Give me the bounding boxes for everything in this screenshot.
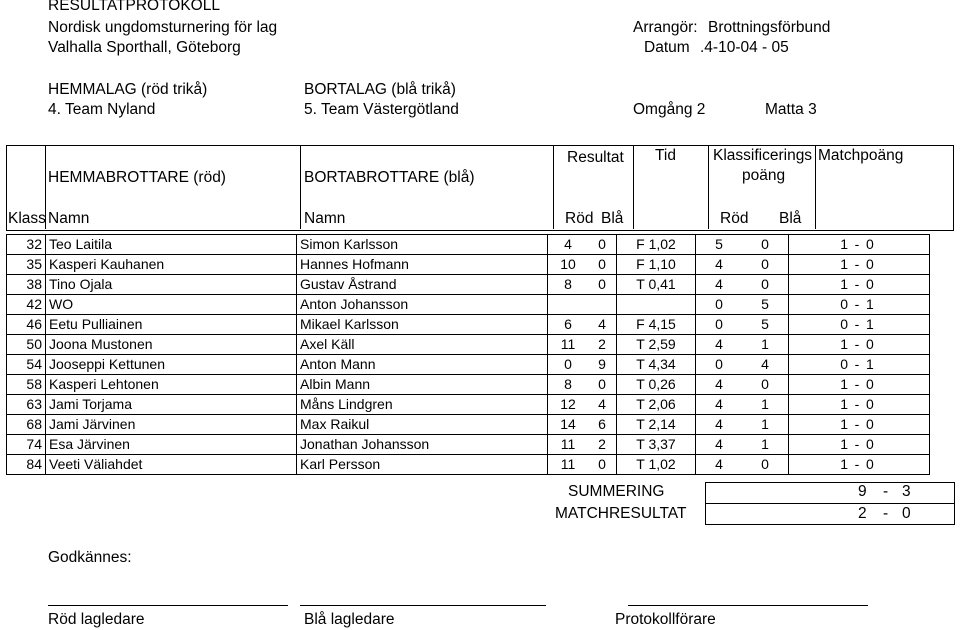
row-klass: 74 bbox=[7, 435, 46, 455]
row-match-red: 0 bbox=[789, 315, 849, 335]
row-match-sep: - bbox=[848, 255, 866, 275]
row-red-score: 11 bbox=[548, 435, 589, 455]
row-class-blue: 5 bbox=[742, 295, 789, 315]
summering-red: 9 bbox=[858, 483, 867, 500]
row-match-red: 0 bbox=[789, 295, 849, 315]
table-row bbox=[7, 315, 930, 335]
match-result-blue: 0 bbox=[902, 505, 911, 522]
home-team-label: HEMMALAG (röd trikå) bbox=[48, 81, 208, 98]
row-red-score: 12 bbox=[548, 395, 589, 415]
row-match-blue: 1 bbox=[866, 295, 930, 315]
row-klass: 68 bbox=[7, 415, 46, 435]
row-home-name: Jooseppi Kettunen bbox=[46, 355, 297, 375]
row-klass: 46 bbox=[7, 315, 46, 335]
match-result-label: MATCHRESULTAT bbox=[555, 505, 687, 522]
signature-line-blue bbox=[300, 605, 546, 606]
row-away-name: Måns Lindgren bbox=[297, 395, 548, 415]
away-team-name: 5. Team Västergötland bbox=[304, 101, 459, 118]
row-class-red: 4 bbox=[696, 255, 743, 275]
row-match-sep: - bbox=[848, 455, 866, 475]
row-home-name: Teo Laitila bbox=[46, 235, 297, 255]
row-away-name: Karl Persson bbox=[297, 455, 548, 475]
row-red-score: 6 bbox=[548, 315, 589, 335]
row-blue-score: 0 bbox=[588, 235, 617, 255]
row-class-red: 0 bbox=[696, 315, 743, 335]
row-away-name: Max Raikul bbox=[297, 415, 548, 435]
row-klass: 35 bbox=[7, 255, 46, 275]
row-class-red: 4 bbox=[696, 335, 743, 355]
row-match-blue: 0 bbox=[866, 375, 930, 395]
row-class-red: 4 bbox=[696, 395, 743, 415]
match-result-red: 2 bbox=[858, 505, 867, 522]
col-bla: Blå bbox=[601, 210, 624, 227]
approved-label: Godkännes: bbox=[48, 549, 132, 566]
col-rod-klass: Röd bbox=[720, 210, 749, 227]
row-home-name: Joona Mustonen bbox=[46, 335, 297, 355]
col-matchpoang: Matchpoäng bbox=[818, 147, 904, 164]
row-match-blue: 0 bbox=[866, 275, 930, 295]
row-match-blue: 0 bbox=[866, 235, 930, 255]
row-match-sep: - bbox=[848, 355, 866, 375]
row-match-sep: - bbox=[848, 295, 866, 315]
row-class-blue: 1 bbox=[742, 395, 789, 415]
col-borta: BORTABROTTARE (blå) bbox=[304, 169, 475, 186]
row-blue-score: 2 bbox=[588, 435, 617, 455]
table-row bbox=[7, 275, 930, 295]
row-blue-score: 4 bbox=[588, 315, 617, 335]
summering-blue: 3 bbox=[902, 483, 911, 500]
row-time: T 2,59 bbox=[617, 335, 696, 355]
row-klass: 42 bbox=[7, 295, 46, 315]
row-match-blue: 0 bbox=[866, 255, 930, 275]
row-time: T 1,02 bbox=[617, 455, 696, 475]
row-time: F 1,10 bbox=[617, 255, 696, 275]
row-klass: 50 bbox=[7, 335, 46, 355]
row-klass: 32 bbox=[7, 235, 46, 255]
row-match-sep: - bbox=[848, 235, 866, 255]
row-class-blue: 1 bbox=[742, 435, 789, 455]
col-hemma: HEMMABROTTARE (röd) bbox=[48, 169, 226, 186]
row-match-sep: - bbox=[848, 375, 866, 395]
row-class-red: 4 bbox=[696, 455, 743, 475]
col-klass: Klass bbox=[8, 210, 46, 227]
row-away-name: Jonathan Johansson bbox=[297, 435, 548, 455]
row-class-red: 0 bbox=[696, 355, 743, 375]
row-away-name: Hannes Hofmann bbox=[297, 255, 548, 275]
table-row bbox=[7, 455, 930, 475]
divider bbox=[553, 145, 554, 229]
row-match-sep: - bbox=[848, 395, 866, 415]
summering-label: SUMMERING bbox=[568, 483, 665, 500]
row-blue-score: 0 bbox=[588, 455, 617, 475]
row-match-red: 1 bbox=[789, 455, 849, 475]
match-result-sep: - bbox=[883, 505, 889, 522]
row-away-name: Gustav Åstrand bbox=[297, 275, 548, 295]
row-home-name: Jami Järvinen bbox=[46, 415, 297, 435]
row-class-blue: 1 bbox=[742, 335, 789, 355]
row-match-blue: 0 bbox=[866, 415, 930, 435]
results-table bbox=[6, 234, 930, 475]
row-time: T 3,37 bbox=[617, 435, 696, 455]
row-time: T 4,34 bbox=[617, 355, 696, 375]
row-match-red: 1 bbox=[789, 415, 849, 435]
red-leader-label: Röd lagledare bbox=[48, 611, 145, 628]
row-time: T 2,14 bbox=[617, 415, 696, 435]
row-blue-score: 9 bbox=[588, 355, 617, 375]
row-match-sep: - bbox=[848, 275, 866, 295]
row-klass: 38 bbox=[7, 275, 46, 295]
row-home-name: Veeti Väliahdet bbox=[46, 455, 297, 475]
recorder-label: Protokollförare bbox=[615, 611, 716, 628]
signature-line-recorder bbox=[628, 605, 868, 606]
row-time: F 1,02 bbox=[617, 235, 696, 255]
row-home-name: Kasperi Lehtonen bbox=[46, 375, 297, 395]
row-home-name: WO bbox=[46, 295, 297, 315]
date-label: Datum bbox=[644, 39, 690, 56]
table-row bbox=[7, 295, 930, 315]
row-class-blue: 0 bbox=[742, 275, 789, 295]
col-tid: Tid bbox=[655, 147, 676, 164]
row-klass: 84 bbox=[7, 455, 46, 475]
divider bbox=[708, 145, 709, 229]
row-match-red: 1 bbox=[789, 375, 849, 395]
row-match-sep: - bbox=[848, 415, 866, 435]
divider bbox=[633, 145, 634, 229]
summering-sep: - bbox=[883, 483, 889, 500]
table-row bbox=[7, 415, 930, 435]
row-time bbox=[617, 295, 696, 315]
row-class-blue: 4 bbox=[742, 355, 789, 375]
row-blue-score: 4 bbox=[588, 395, 617, 415]
row-away-name: Albin Mann bbox=[297, 375, 548, 395]
row-blue-score: 0 bbox=[588, 255, 617, 275]
organizer-value: Brottningsförbund bbox=[708, 19, 831, 36]
col-klass-line1: Klassificerings bbox=[713, 147, 813, 164]
row-red-score: 4 bbox=[548, 235, 589, 255]
document-title: RESULTATPROTOKOLL bbox=[48, 0, 220, 14]
table-row bbox=[7, 355, 930, 375]
row-match-red: 0 bbox=[789, 355, 849, 375]
row-match-blue: 0 bbox=[866, 435, 930, 455]
row-red-score: 10 bbox=[548, 255, 589, 275]
row-match-sep: - bbox=[848, 315, 866, 335]
row-blue-score: 0 bbox=[588, 275, 617, 295]
row-class-red: 4 bbox=[696, 415, 743, 435]
row-red-score: 8 bbox=[548, 375, 589, 395]
row-match-red: 1 bbox=[789, 235, 849, 255]
blue-leader-label: Blå lagledare bbox=[304, 611, 395, 628]
row-klass: 63 bbox=[7, 395, 46, 415]
row-match-sep: - bbox=[848, 335, 866, 355]
summering-box bbox=[705, 482, 955, 504]
table-row bbox=[7, 375, 930, 395]
row-class-red: 5 bbox=[696, 235, 743, 255]
divider bbox=[300, 145, 301, 229]
match-result-box bbox=[705, 503, 955, 525]
row-home-name: Esa Järvinen bbox=[46, 435, 297, 455]
row-blue-score: 2 bbox=[588, 335, 617, 355]
row-away-name: Simon Karlsson bbox=[297, 235, 548, 255]
row-class-blue: 1 bbox=[742, 415, 789, 435]
row-red-score: 8 bbox=[548, 275, 589, 295]
divider bbox=[815, 145, 816, 229]
col-namn-away: Namn bbox=[304, 210, 346, 227]
row-blue-score bbox=[588, 295, 617, 315]
row-home-name: Tino Ojala bbox=[46, 275, 297, 295]
row-time: F 4,15 bbox=[617, 315, 696, 335]
col-klass-line2: poäng bbox=[742, 167, 786, 184]
table-row bbox=[7, 395, 930, 415]
col-bla-klass: Blå bbox=[779, 210, 802, 227]
row-time: T 0,41 bbox=[617, 275, 696, 295]
row-match-red: 1 bbox=[789, 275, 849, 295]
row-class-blue: 0 bbox=[742, 255, 789, 275]
row-red-score: 11 bbox=[548, 455, 589, 475]
table-row bbox=[7, 435, 930, 455]
round: Omgång 2 bbox=[633, 101, 706, 118]
row-away-name: Anton Johansson bbox=[297, 295, 548, 315]
row-class-red: 4 bbox=[696, 435, 743, 455]
competition-name: Nordisk ungdomsturnering för lag bbox=[48, 19, 278, 36]
row-away-name: Axel Käll bbox=[297, 335, 548, 355]
row-class-blue: 0 bbox=[742, 455, 789, 475]
row-match-red: 1 bbox=[789, 395, 849, 415]
row-blue-score: 0 bbox=[588, 375, 617, 395]
col-resultat: Resultat bbox=[567, 149, 624, 166]
row-red-score bbox=[548, 295, 589, 315]
row-class-red: 0 bbox=[696, 295, 743, 315]
row-klass: 58 bbox=[7, 375, 46, 395]
row-match-blue: 0 bbox=[866, 335, 930, 355]
away-team-label: BORTALAG (blå trikå) bbox=[304, 81, 456, 98]
row-blue-score: 6 bbox=[588, 415, 617, 435]
row-class-blue: 0 bbox=[742, 235, 789, 255]
row-match-red: 1 bbox=[789, 255, 849, 275]
col-namn-home: Namn bbox=[48, 210, 90, 227]
row-time: T 0,26 bbox=[617, 375, 696, 395]
col-rod: Röd bbox=[565, 210, 594, 227]
row-match-blue: 0 bbox=[866, 455, 930, 475]
row-home-name: Jami Torjama bbox=[46, 395, 297, 415]
row-match-blue: 1 bbox=[866, 315, 930, 335]
table-row bbox=[7, 335, 930, 355]
date-value: .4-10-04 - 05 bbox=[700, 39, 789, 56]
row-match-sep: - bbox=[848, 435, 866, 455]
row-class-blue: 0 bbox=[742, 375, 789, 395]
row-class-blue: 5 bbox=[742, 315, 789, 335]
row-red-score: 0 bbox=[548, 355, 589, 375]
mat: Matta 3 bbox=[765, 101, 817, 118]
table-row bbox=[7, 235, 930, 255]
row-away-name: Anton Mann bbox=[297, 355, 548, 375]
row-class-red: 4 bbox=[696, 375, 743, 395]
organizer-label: Arrangör: bbox=[633, 19, 698, 36]
row-class-red: 4 bbox=[696, 275, 743, 295]
row-klass: 54 bbox=[7, 355, 46, 375]
home-team-name: 4. Team Nyland bbox=[48, 101, 156, 118]
row-match-red: 1 bbox=[789, 435, 849, 455]
table-row bbox=[7, 255, 930, 275]
row-red-score: 11 bbox=[548, 335, 589, 355]
venue: Valhalla Sporthall, Göteborg bbox=[48, 39, 241, 56]
row-match-blue: 1 bbox=[866, 355, 930, 375]
row-home-name: Eetu Pulliainen bbox=[46, 315, 297, 335]
row-away-name: Mikael Karlsson bbox=[297, 315, 548, 335]
row-match-red: 1 bbox=[789, 335, 849, 355]
row-red-score: 14 bbox=[548, 415, 589, 435]
row-match-blue: 0 bbox=[866, 395, 930, 415]
signature-line-red bbox=[48, 605, 288, 606]
row-home-name: Kasperi Kauhanen bbox=[46, 255, 297, 275]
row-time: T 2,06 bbox=[617, 395, 696, 415]
